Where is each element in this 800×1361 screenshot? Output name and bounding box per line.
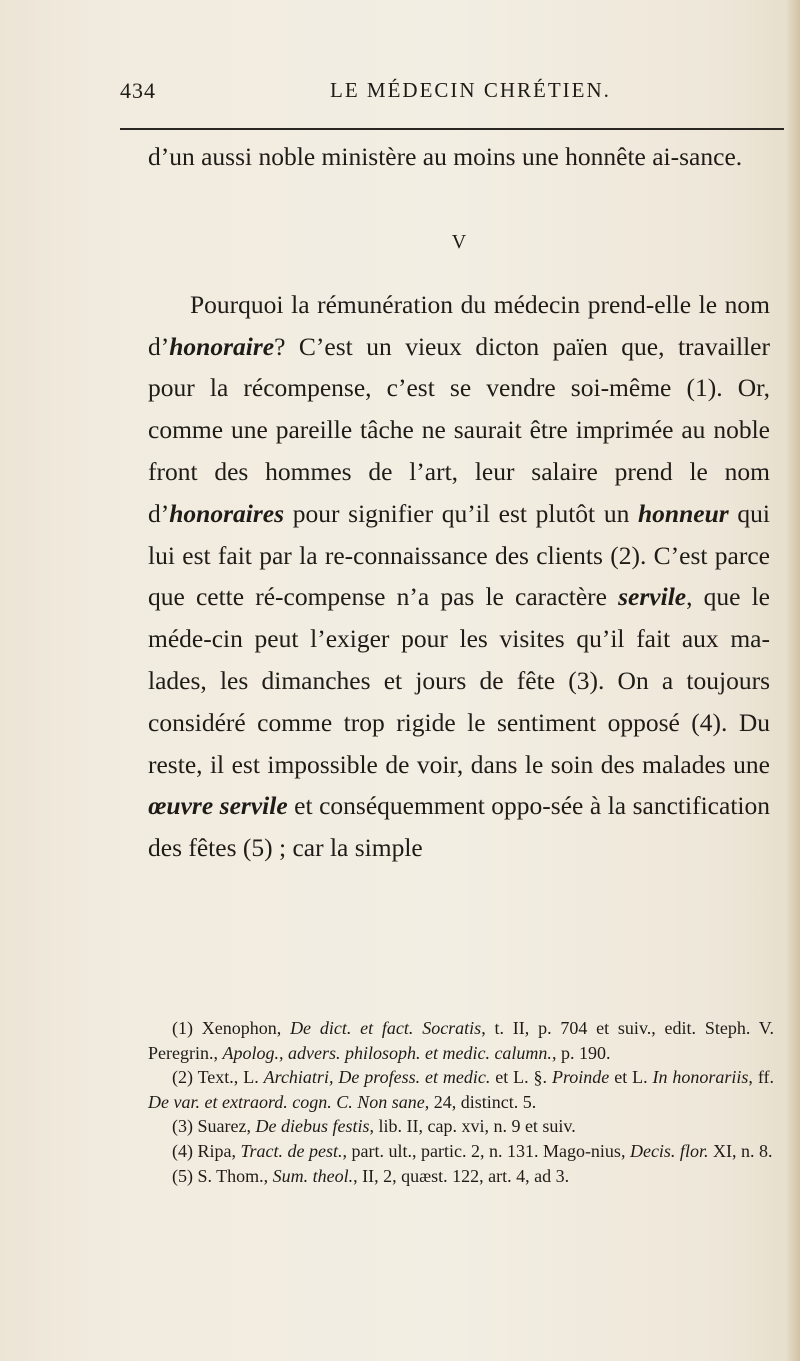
text-run: , que le méde-cin peut l’exiger pour les visites qu’il fait aux ma-lades, les dimanches et jours de fête (3). On a toujours considéré comme trop rigide le sentiment opposé (4). Du reste, il est impossible de voir, dans le soin des malades une	[148, 582, 770, 779]
emphasis-honoraires: honoraires	[169, 498, 285, 528]
emphasis-honneur: honneur	[638, 498, 729, 528]
emphasis-honoraire: honoraire	[169, 331, 275, 361]
footnote-title: Apolog., advers. philosoph. et medic. calumn.	[222, 1042, 552, 1063]
main-text	[148, 136, 770, 869]
footnote-3	[148, 1114, 774, 1139]
footnote-text: , 24, distinct. 5.	[424, 1091, 537, 1112]
footnote-2	[148, 1065, 774, 1114]
footnote-title: De diebus festis	[255, 1116, 370, 1137]
footnote-text: XI, n. 8.	[708, 1140, 773, 1161]
header-rule	[120, 128, 784, 130]
footnote-text: , part. ult., partic. 2, n. 131. Mago-nius,	[342, 1140, 630, 1161]
footnote-text: (5) S. Thom.,	[172, 1165, 273, 1186]
footnote-text: (1) Xenophon,	[172, 1018, 291, 1038]
footnote-text: et L.	[609, 1067, 653, 1088]
footnote-text: (4) Ripa,	[172, 1140, 241, 1161]
footnote-text: , p. 190.	[551, 1042, 611, 1063]
footnote-title: Sum. theol.	[272, 1165, 354, 1186]
text-run: pour signifier qu’il est plutôt un	[284, 498, 638, 528]
text-run: et conséquemment oppo-sée à la sanctification des fêtes (5) ; car la simple	[148, 791, 770, 863]
footnote-title: De dict. et fact. Socratis	[290, 1018, 482, 1038]
footnote-title: De var. et extraord. cogn. C. Non sane	[148, 1091, 425, 1112]
text-run: ? C’est un vieux dicton païen que, travailler pour la récompense, c’est se vendre soi-même (1). Or, comme une pareille tâche ne saurait être imprimée au noble front des hommes de l’art, leur salaire prend le nom d’	[148, 331, 770, 528]
footnote-text: et L. §.	[490, 1067, 552, 1088]
text-run: Pourquoi la rémunération du médecin prend-elle le nom d’	[148, 289, 770, 361]
footnote-text: , II, 2, quæst. 122, art. 4, ad 3.	[353, 1165, 570, 1186]
text-run: qui lui est fait par la re-connaissance des clients (2). C’est parce que cette ré-compense n’a pas le caractère	[148, 498, 770, 612]
footnote-title: Decis. flor.	[629, 1140, 709, 1161]
section-paragraph	[148, 284, 770, 869]
footnotes	[148, 1016, 774, 1188]
footnote-title: Tract. de pest.	[240, 1140, 343, 1161]
footnote-title: In honorariis	[652, 1067, 749, 1088]
running-head	[120, 78, 788, 118]
footnote-text: (2) Text., L.	[172, 1067, 264, 1088]
footnote-title: Archiatri, De profess. et medic.	[263, 1067, 491, 1088]
section-number: V	[451, 230, 467, 253]
footnote-4	[148, 1139, 774, 1164]
page-number: 434	[120, 78, 156, 103]
emphasis-oeuvre-servile: œuvre servile	[148, 791, 288, 821]
footnote-text: , lib. II, cap. xvi, n. 9 et suiv.	[369, 1116, 576, 1137]
footnote-5	[148, 1164, 774, 1189]
footnote-text: (3) Suarez,	[172, 1116, 256, 1137]
footnote-1	[148, 1016, 774, 1065]
running-title: LE MÉDECIN CHRÉTIEN.	[330, 78, 611, 102]
page-edge-stain	[786, 0, 800, 1361]
footnote-title: Proinde	[551, 1067, 610, 1088]
continuation-paragraph: d’un aussi noble ministère au moins une honnête ai-sance.	[148, 142, 743, 171]
emphasis-servile: servile	[618, 582, 687, 612]
footnote-text: , t. II, p. 704 et suiv., edit. Steph. V. Peregrin.,	[148, 1018, 774, 1063]
footnote-text: , ff.	[748, 1067, 774, 1088]
